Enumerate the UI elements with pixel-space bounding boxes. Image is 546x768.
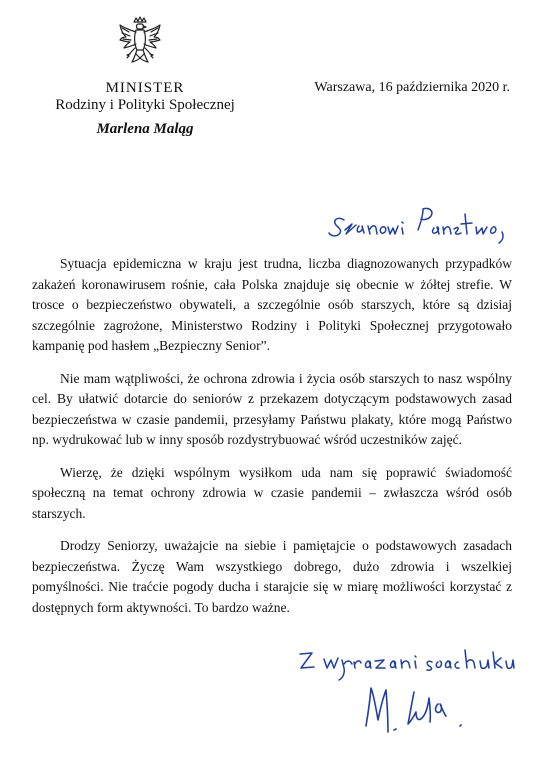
minister-title: MINISTER: [105, 80, 185, 96]
letterhead: [20, 80, 270, 138]
minister-name: Marlena Maląg: [96, 121, 194, 137]
body-paragraph-2: Nie mam wątpliwości, że ochrona zdrowia i życia osób starszych to nasz wspólny cel. By ułatwić dotarcie do seniorów z przekazem dotyczącym podstawowych zasad bezpieczeństwa w czasie pandemii, przesyłamy Państwu plakaty, które mogą Państwo np. wydrukować lub w inny sposób rozdystrybuować wśród uczestników zajęć.: [32, 370, 512, 447]
body-paragraph-3: Wierzę, że dzięki wspólnym wysiłkom uda nam się poprawić świadomość społeczną na temat ochrony zdrowia w czasie pandemii – zwłaszcza wśród osób starszych.: [32, 464, 512, 521]
eagle-emblem-icon: [117, 16, 163, 72]
ministry-name: Rodziny i Polityki Społecznej: [55, 97, 235, 113]
body-paragraph-4: Drodzy Seniorzy, uważajcie na siebie i pamiętajcie o podstawowych zasadach bezpieczeństwa. Życzę Wam wszystkiego dobrego, dużo zdrowia i wszelkiej pomyślności. Nie traćcie pogody ducha i starajcie się w miarę możliwości korzystać z dostępnych form aktywności. To bardzo ważne.: [32, 538, 512, 615]
body-paragraph-1: Sytuacja epidemiczna w kraju jest trudna, liczba diagnozowanych przypadków zakażeń koronawirusem rośnie, cała Polska znajduje się obecnie w żółtej strefie. W trosce o bezpieczeństwo obywateli, a szczególnie osób starszych, które są dzisiaj szczególnie zagrożone, Ministerstwo Rodziny i Polityki Społecznej przygotowało kampanię pod hasłem „Bezpieczny Senior”.: [32, 256, 512, 353]
handwritten-salutation: [326, 200, 526, 246]
date-line: Warszawa, 16 października 2020 r.: [314, 80, 510, 95]
letter-body: [32, 254, 512, 630]
handwritten-signature: [356, 678, 468, 740]
